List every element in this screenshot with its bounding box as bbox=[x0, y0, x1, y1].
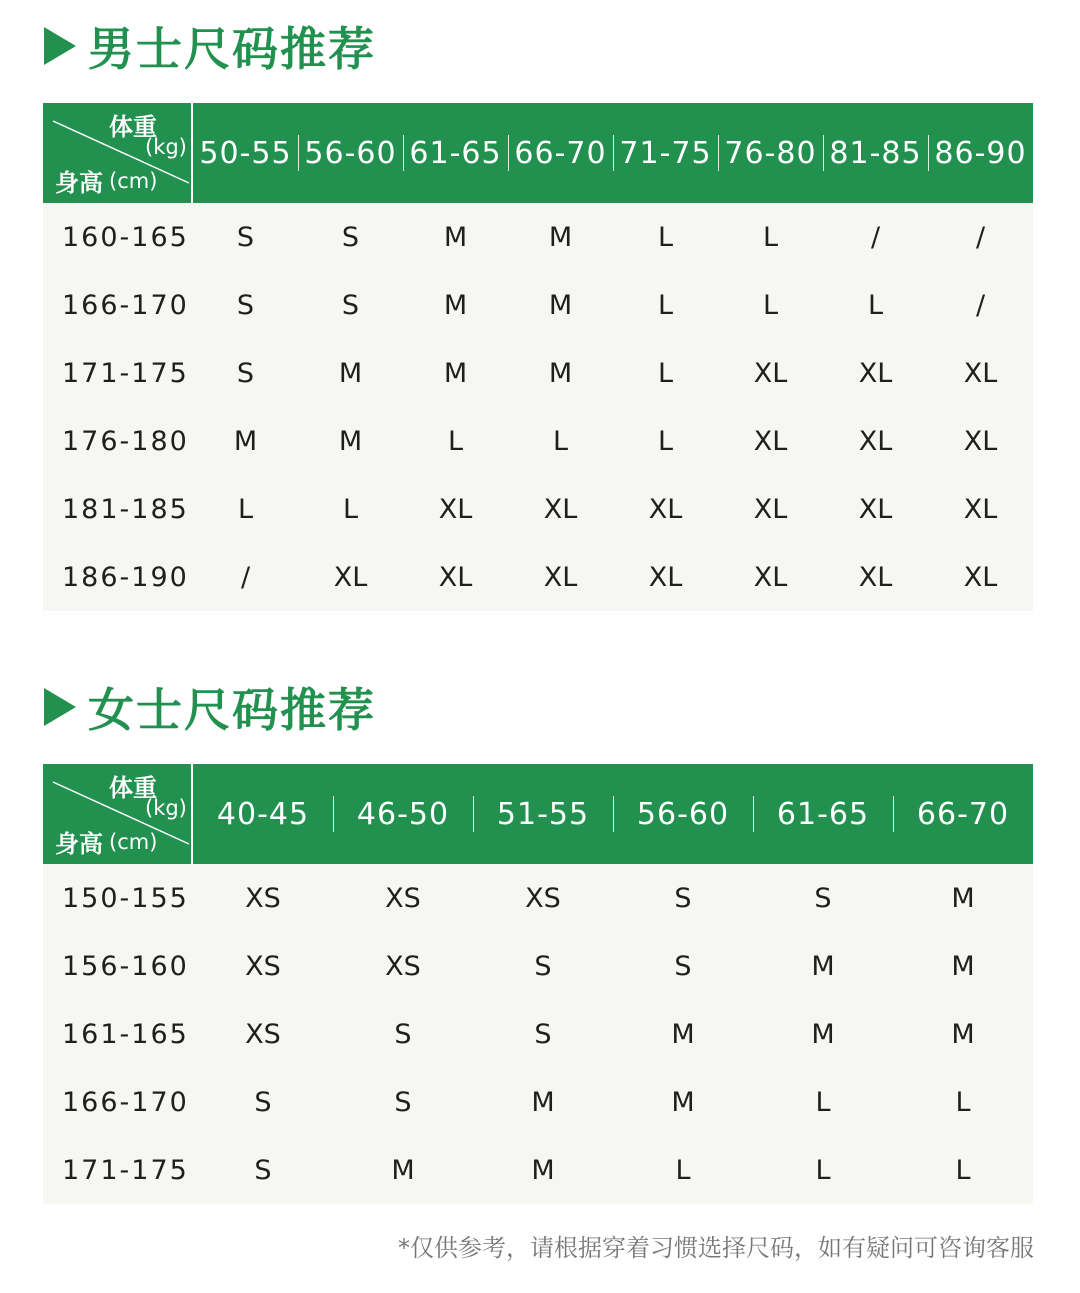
height-range-label: 166-170 bbox=[62, 1086, 189, 1118]
size-cell: M bbox=[443, 221, 468, 253]
size-cell: S bbox=[814, 882, 832, 914]
disclaimer-footnote: *仅供参考，请根据穿着习惯选择尺码，如有疑问可咨询客服 bbox=[398, 1234, 1034, 1262]
size-cell: XS bbox=[385, 950, 421, 982]
size-cell: M bbox=[951, 1018, 975, 1050]
size-cell: M bbox=[338, 357, 363, 389]
weight-range-header: 46-50 bbox=[333, 797, 473, 832]
table-row bbox=[43, 475, 1033, 543]
table-row bbox=[43, 1136, 1033, 1204]
size-cell: S bbox=[674, 882, 692, 914]
height-label: 身高 bbox=[55, 830, 103, 858]
size-cell: XS bbox=[245, 1018, 281, 1050]
size-cell: XL bbox=[963, 561, 998, 593]
size-cell: L bbox=[815, 1154, 831, 1186]
table-row bbox=[43, 932, 1033, 1000]
size-cell: S bbox=[236, 289, 255, 321]
height-range-label: 176-180 bbox=[62, 425, 189, 457]
height-range-label: 156-160 bbox=[62, 950, 189, 982]
size-cell: XL bbox=[753, 357, 788, 389]
size-cell: L bbox=[762, 221, 779, 253]
size-cell: S bbox=[674, 950, 692, 982]
size-cell: XL bbox=[648, 493, 683, 525]
size-cell: S bbox=[394, 1086, 412, 1118]
size-cell: M bbox=[951, 882, 975, 914]
table-row bbox=[43, 543, 1033, 611]
men-corner-cell bbox=[43, 103, 193, 203]
size-cell: M bbox=[531, 1086, 555, 1118]
size-cell: XL bbox=[963, 425, 998, 457]
size-cell: XL bbox=[648, 561, 683, 593]
size-cell: L bbox=[657, 289, 674, 321]
size-cell: M bbox=[233, 425, 258, 457]
play-triangle-icon bbox=[44, 27, 76, 65]
table-row bbox=[43, 1068, 1033, 1136]
height-range-label: 171-175 bbox=[62, 1154, 189, 1186]
men-table-header bbox=[43, 103, 1033, 203]
table-row bbox=[43, 203, 1033, 271]
size-cell: M bbox=[671, 1018, 695, 1050]
weight-unit: (kg) bbox=[145, 796, 187, 820]
size-cell: L bbox=[955, 1086, 971, 1118]
size-cell: L bbox=[447, 425, 464, 457]
weight-range-header: 66-70 bbox=[508, 136, 613, 171]
size-cell: S bbox=[341, 289, 360, 321]
weight-range-header: 66-70 bbox=[893, 797, 1033, 832]
height-range-label: 171-175 bbox=[62, 357, 189, 389]
height-range-label: 160-165 bbox=[62, 221, 189, 253]
size-cell: XS bbox=[525, 882, 561, 914]
weight-range-header: 51-55 bbox=[473, 797, 613, 832]
weight-label: 体重 bbox=[109, 774, 157, 802]
women-table-body bbox=[43, 864, 1033, 1204]
height-range-label: 166-170 bbox=[62, 289, 189, 321]
size-cell: S bbox=[394, 1018, 412, 1050]
size-cell: L bbox=[955, 1154, 971, 1186]
size-cell: XL bbox=[858, 561, 893, 593]
weight-range-header: 81-85 bbox=[823, 136, 928, 171]
size-cell: S bbox=[341, 221, 360, 253]
table-row bbox=[43, 407, 1033, 475]
size-cell: M bbox=[443, 289, 468, 321]
weight-range-header: 61-65 bbox=[753, 797, 893, 832]
weight-range-header: 61-65 bbox=[403, 136, 508, 171]
table-row bbox=[43, 271, 1033, 339]
size-cell: XL bbox=[963, 357, 998, 389]
men-weight-headers bbox=[193, 103, 1033, 203]
size-cell: S bbox=[236, 221, 255, 253]
height-range-label: 150-155 bbox=[62, 882, 189, 914]
size-cell: XS bbox=[245, 950, 281, 982]
size-cell: XL bbox=[753, 493, 788, 525]
weight-unit: (kg) bbox=[145, 135, 187, 159]
size-cell: M bbox=[531, 1154, 555, 1186]
weight-range-header: 86-90 bbox=[928, 136, 1033, 171]
size-cell: S bbox=[236, 357, 255, 389]
size-cell: XL bbox=[858, 425, 893, 457]
size-cell: L bbox=[342, 493, 359, 525]
weight-range-header: 56-60 bbox=[613, 797, 753, 832]
size-cell: S bbox=[254, 1154, 272, 1186]
size-cell: XL bbox=[858, 357, 893, 389]
size-cell: XL bbox=[543, 561, 578, 593]
table-row bbox=[43, 339, 1033, 407]
height-label: 身高 bbox=[55, 169, 103, 197]
size-cell: XL bbox=[753, 561, 788, 593]
size-cell: S bbox=[254, 1086, 272, 1118]
table-row bbox=[43, 864, 1033, 932]
size-cell: / bbox=[975, 289, 986, 321]
women-corner-cell bbox=[43, 764, 193, 864]
women-table-header bbox=[43, 764, 1033, 864]
size-cell: / bbox=[975, 221, 986, 253]
weight-range-header: 50-55 bbox=[199, 135, 292, 171]
women-title: 女士尺码推荐 bbox=[88, 683, 376, 737]
play-triangle-icon bbox=[44, 688, 76, 726]
weight-label: 体重 bbox=[109, 113, 157, 141]
men-title: 男士尺码推荐 bbox=[88, 22, 376, 76]
size-cell: XL bbox=[438, 561, 473, 593]
size-cell: M bbox=[548, 221, 573, 253]
height-unit: (cm) bbox=[109, 830, 158, 854]
weight-range-header: 56-60 bbox=[298, 136, 403, 171]
height-range-label: 181-185 bbox=[62, 493, 189, 525]
size-cell: L bbox=[657, 357, 674, 389]
size-cell: / bbox=[870, 221, 881, 253]
size-cell: M bbox=[391, 1154, 415, 1186]
women-size-table bbox=[43, 764, 1033, 1204]
size-cell: XL bbox=[438, 493, 473, 525]
size-cell: M bbox=[338, 425, 363, 457]
height-range-label: 186-190 bbox=[62, 561, 189, 593]
size-cell: XL bbox=[753, 425, 788, 457]
table-row bbox=[43, 1000, 1033, 1068]
height-range-label: 161-165 bbox=[62, 1018, 189, 1050]
size-cell: S bbox=[534, 950, 552, 982]
size-cell: XS bbox=[385, 882, 421, 914]
height-unit: (cm) bbox=[109, 169, 158, 193]
women-section-title bbox=[44, 677, 376, 737]
size-cell: XL bbox=[858, 493, 893, 525]
women-weight-headers bbox=[193, 764, 1033, 864]
size-cell: M bbox=[811, 1018, 835, 1050]
size-cell: L bbox=[867, 289, 884, 321]
size-cell: L bbox=[552, 425, 569, 457]
size-cell: L bbox=[675, 1154, 691, 1186]
size-cell: XL bbox=[333, 561, 368, 593]
men-table-body bbox=[43, 203, 1033, 611]
size-cell: L bbox=[762, 289, 779, 321]
size-cell: L bbox=[237, 493, 254, 525]
size-cell: / bbox=[240, 561, 251, 593]
size-cell: XL bbox=[963, 493, 998, 525]
size-cell: XS bbox=[245, 882, 281, 914]
weight-range-header: 76-80 bbox=[718, 136, 823, 171]
size-cell: XL bbox=[543, 493, 578, 525]
size-cell: M bbox=[811, 950, 835, 982]
size-cell: M bbox=[951, 950, 975, 982]
size-cell: L bbox=[657, 425, 674, 457]
weight-range-header: 40-45 bbox=[216, 796, 310, 832]
size-cell: L bbox=[657, 221, 674, 253]
men-section-title bbox=[44, 16, 376, 76]
size-cell: M bbox=[443, 357, 468, 389]
men-size-table bbox=[43, 103, 1033, 611]
size-cell: S bbox=[534, 1018, 552, 1050]
size-cell: M bbox=[671, 1086, 695, 1118]
size-cell: M bbox=[548, 357, 573, 389]
size-cell: L bbox=[815, 1086, 831, 1118]
weight-range-header: 71-75 bbox=[613, 136, 718, 171]
size-cell: M bbox=[548, 289, 573, 321]
